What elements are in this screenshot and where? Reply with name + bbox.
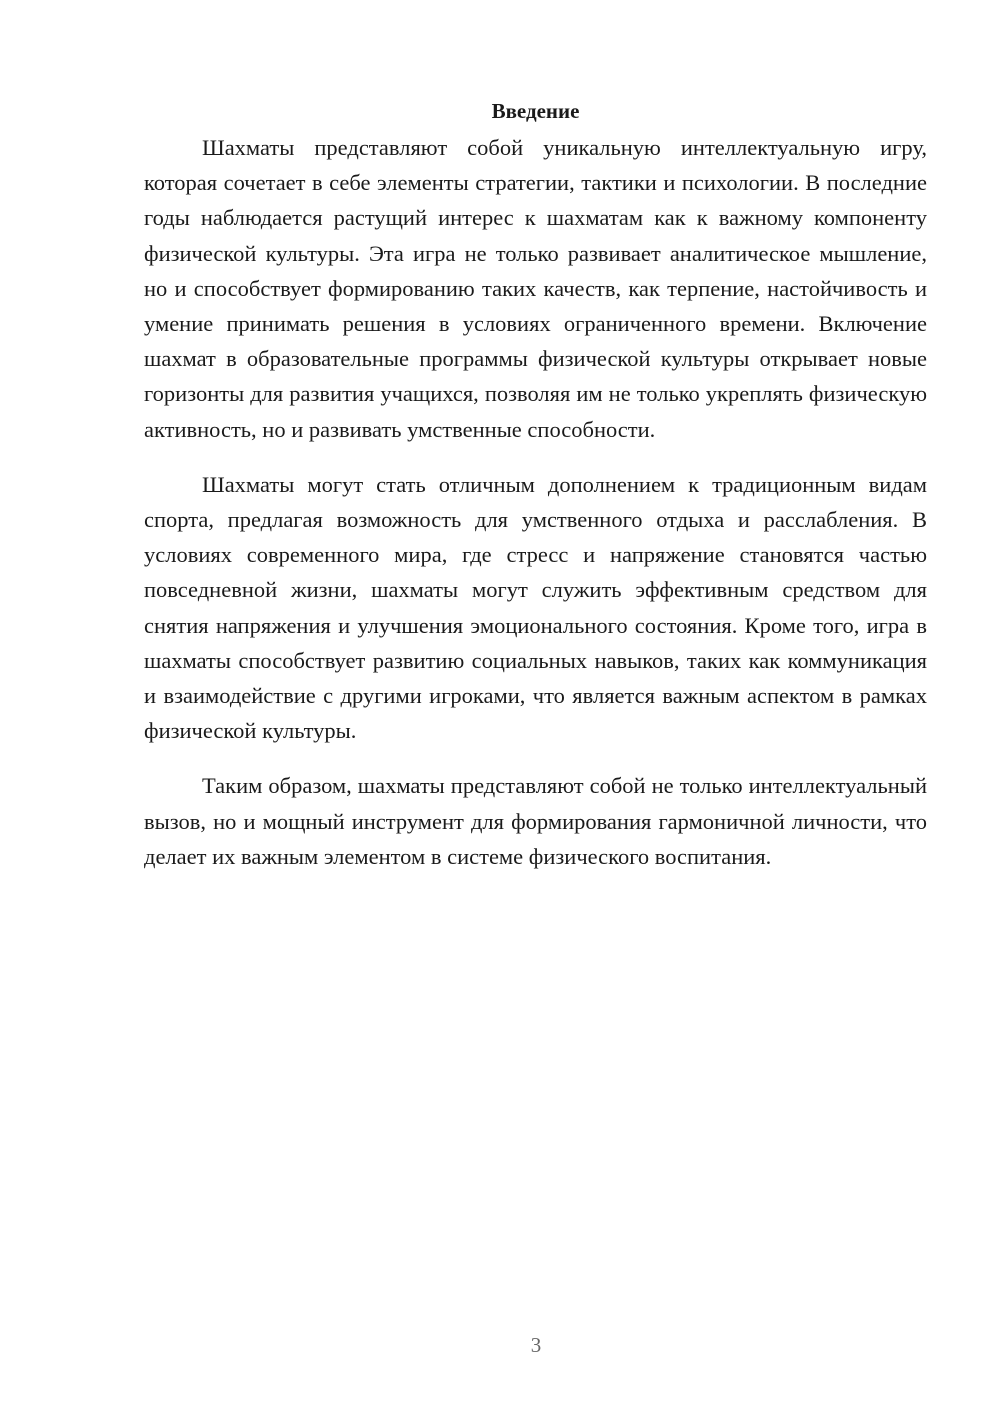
section-heading: Введение [491, 99, 580, 123]
document-body [144, 96, 927, 874]
paragraph: Шахматы представляют собой уникальную интеллектуальную игру, которая сочетает в себе элементы стратегии, тактики и психологии. В последние годы наблюдается растущий интерес к шахматам как к важному компоненту физической культуры. Эта игра не только развивает аналитическое мышление, но и способствует формированию таких качеств, как терпение, настойчивость и умение принимать решения в условиях ограниченного времени. Включение шахмат в образовательные программы физической культуры открывает новые горизонты для развития учащихся, позволяя им не только укреплять физическую активность, но и развивать умственные способности. [144, 135, 927, 442]
paragraph: Таким образом, шахматы представляют собой не только интеллектуальный вызов, но и мощный инструмент для формирования гармоничной личности, что делает их важным элементом в системе физического воспитания. [144, 773, 927, 869]
paragraph: Шахматы могут стать отличным дополнением к традиционным видам спорта, предлагая возможность для умственного отдыха и расслабления. В условиях современного мира, где стресс и напряжение становятся частью повседневной жизни, шахматы могут служить эффективным средством для снятия напряжения и улучшения эмоционального состояния. Кроме того, игра в шахматы способствует развитию социальных навыков, таких как коммуникация и взаимодействие с другими игроками, что является важным аспектом в рамках физической культуры. [144, 471, 927, 744]
page-number: 3 [530, 1333, 542, 1357]
